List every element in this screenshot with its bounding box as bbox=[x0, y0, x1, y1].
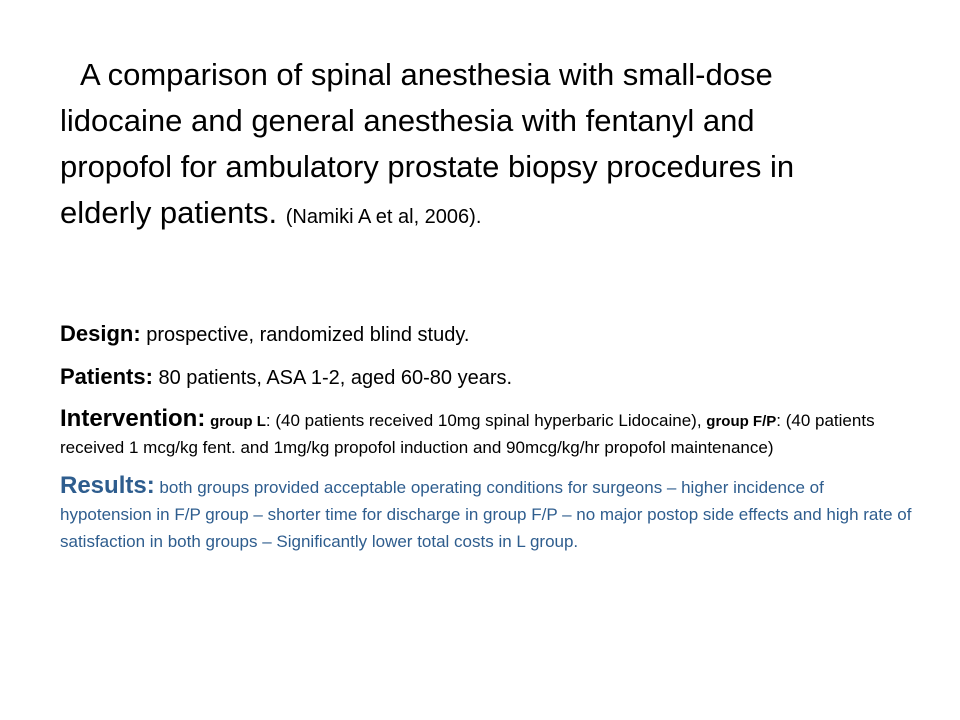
slide-body bbox=[60, 318, 920, 565]
title-citation: (Namiki A et al, 2006). bbox=[285, 206, 482, 228]
slide-title bbox=[60, 52, 860, 240]
group-fp-text: : (40 patients received 1 mcg/kg fent. and 1mg/kg propofol induction and 90mcg/kg/hr propofol maintenance) bbox=[60, 411, 875, 457]
patients-colon: : bbox=[145, 364, 153, 389]
intervention-label: Intervention: bbox=[60, 405, 206, 432]
results-paragraph bbox=[60, 471, 920, 555]
group-l-label: group L bbox=[210, 413, 266, 430]
results-label: Results: bbox=[60, 472, 155, 499]
design-label: Design: bbox=[60, 321, 141, 346]
group-l-text: : (40 patients received 10mg spinal hyperbaric Lidocaine), bbox=[265, 411, 702, 430]
patients-label: Patients bbox=[60, 364, 146, 389]
design-paragraph bbox=[60, 318, 920, 351]
title-text: A comparison of spinal anesthesia with small-dose lidocaine and general anesthesia with fentanyl and propofol for ambulatory prostate biopsy procedures in elderly patients. bbox=[60, 57, 795, 230]
design-text: prospective, randomized blind study. bbox=[146, 324, 470, 346]
intervention-paragraph bbox=[60, 404, 920, 461]
patients-text: 80 patients, ASA 1-2, aged 60-80 years. bbox=[158, 367, 513, 389]
results-text: both groups provided acceptable operating conditions for surgeons – higher incidence of hypotension in F/P group – shorter time for discharge in group F/P – no major postop side effects and high rate of satisfaction in both groups – Significantly lower total costs in L group. bbox=[60, 478, 912, 551]
patients-paragraph bbox=[60, 361, 920, 394]
group-fp-label: group F/P bbox=[706, 413, 777, 430]
